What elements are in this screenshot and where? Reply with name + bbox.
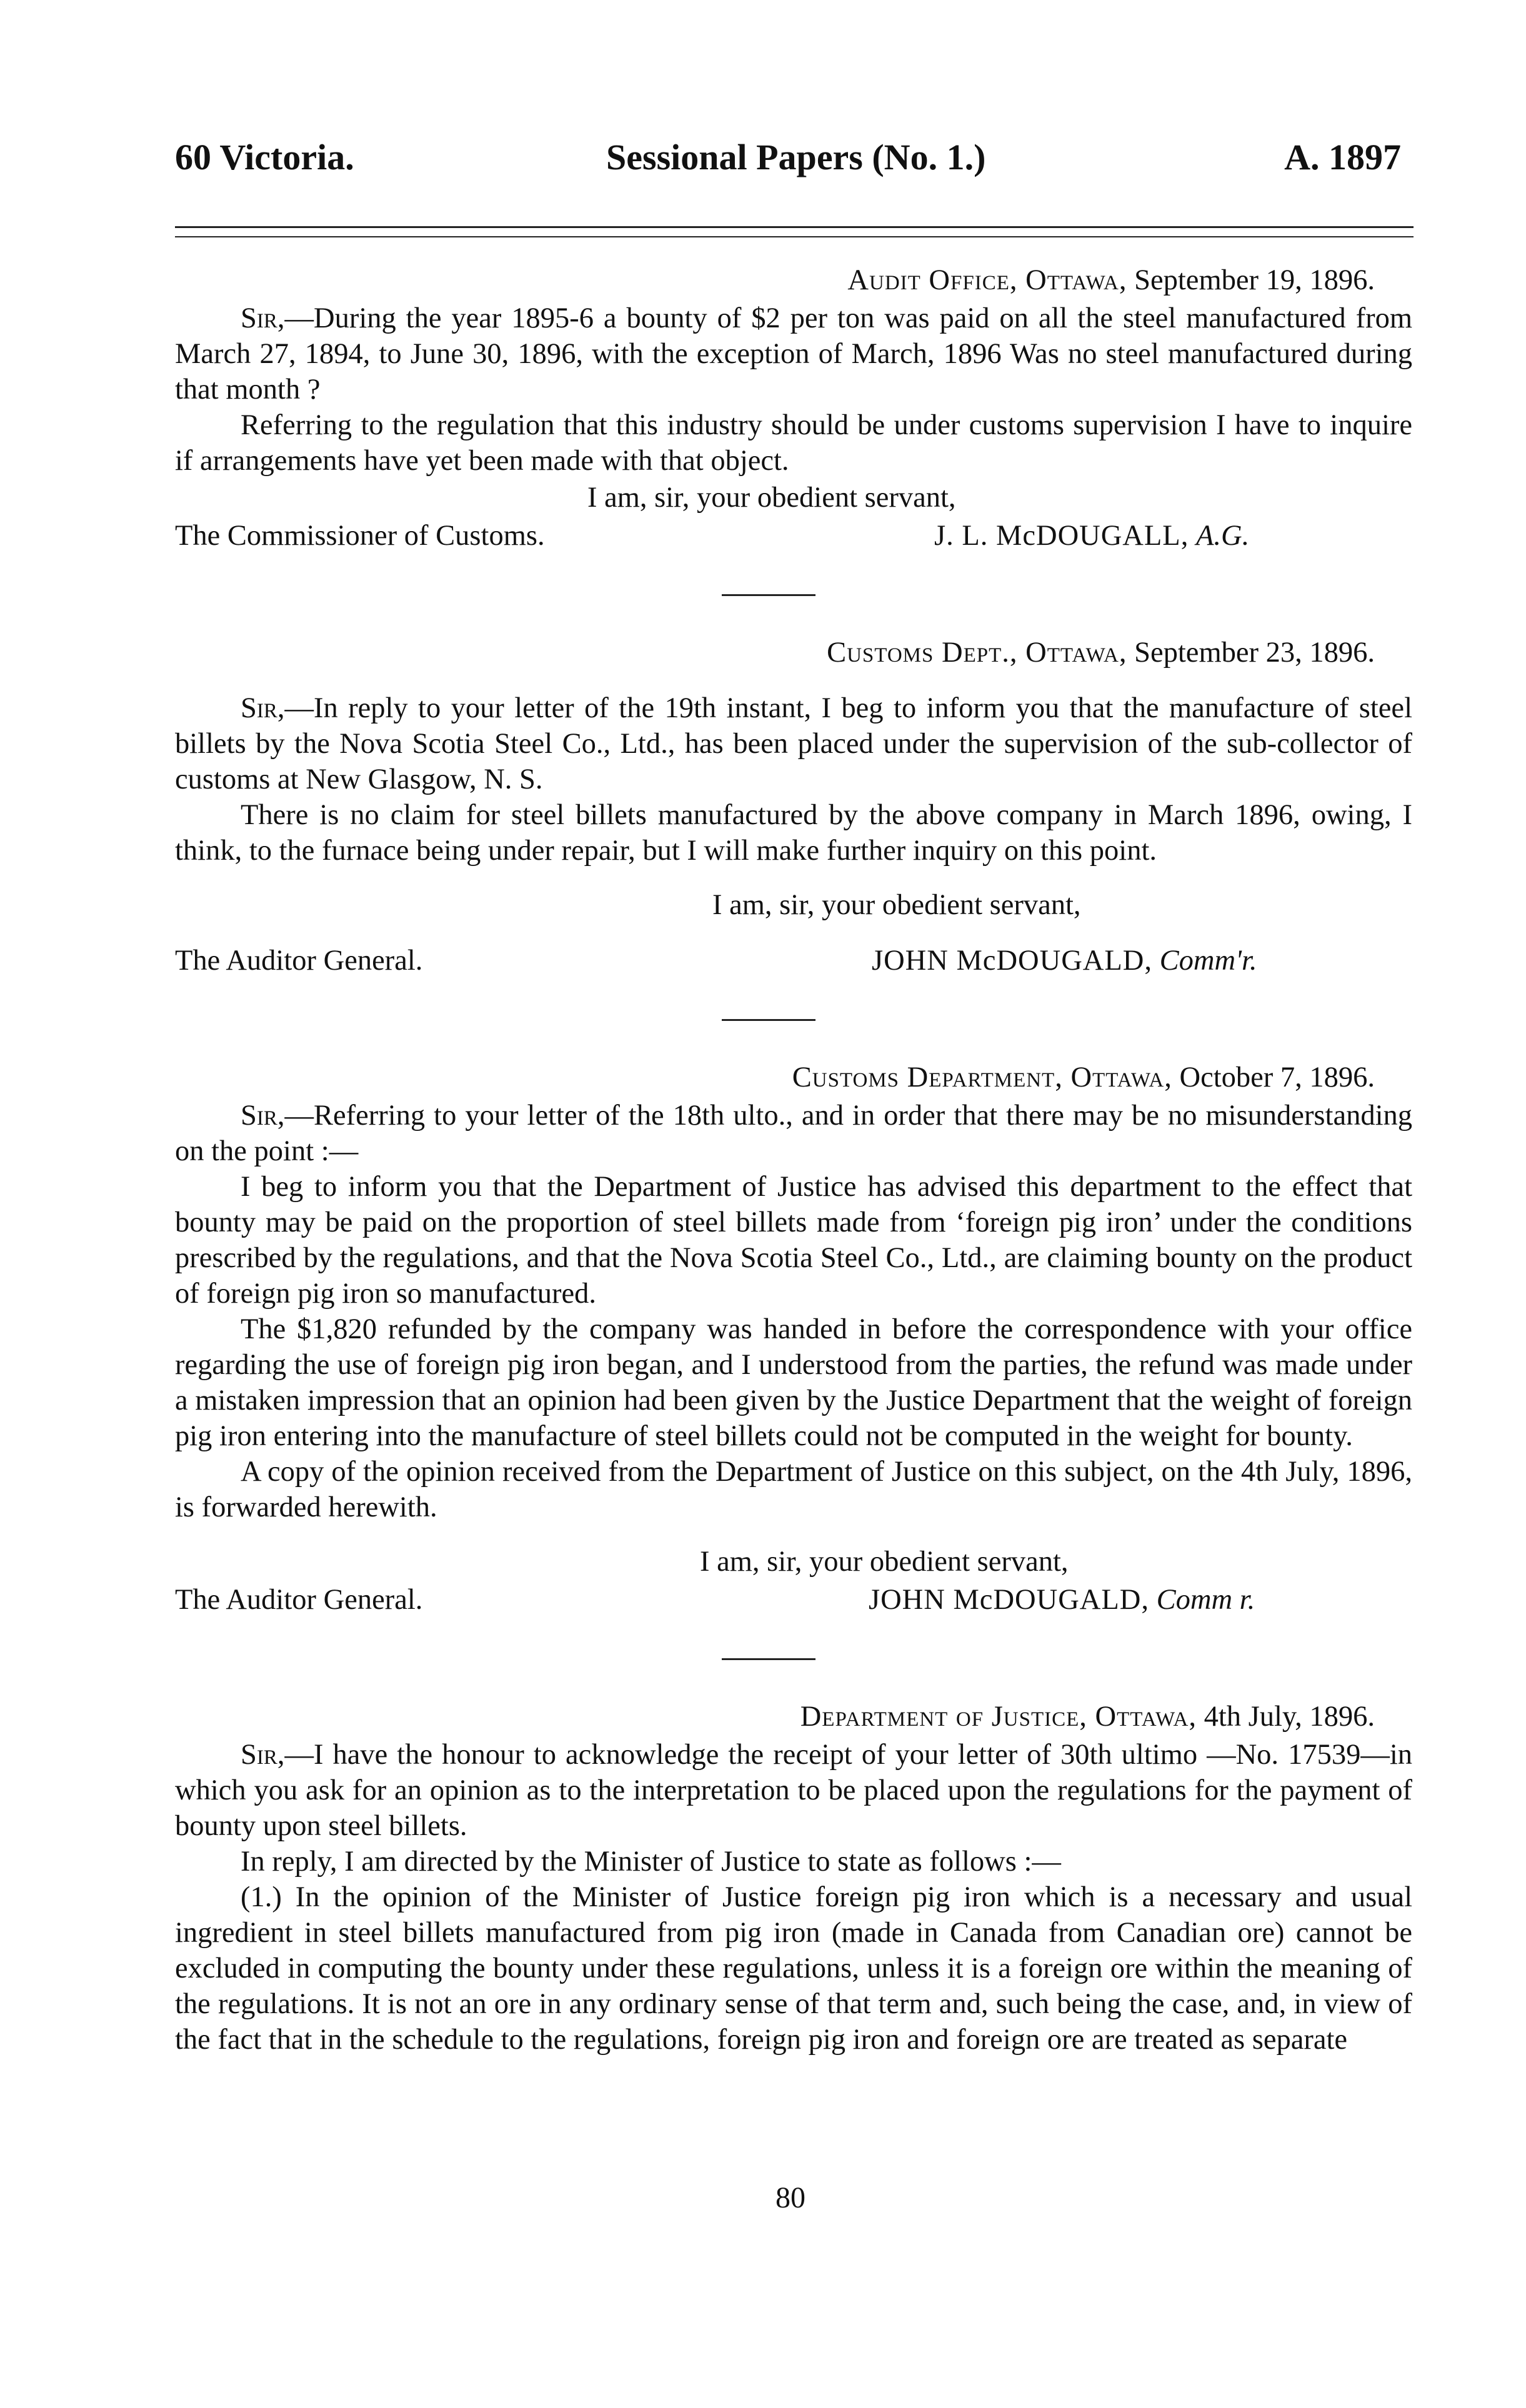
letter-office: Customs Department, Ottawa, bbox=[792, 1062, 1172, 1093]
letter-office: Audit Office, Ottawa, bbox=[847, 264, 1127, 296]
signature-title: A.G. bbox=[1195, 520, 1250, 552]
signature-row bbox=[175, 943, 1412, 980]
signature-row bbox=[175, 518, 1412, 555]
header-right: A. 1897 bbox=[1284, 137, 1401, 177]
letter-closing: I am, sir, your obedient servant, bbox=[712, 889, 1081, 921]
letter-dateline bbox=[175, 1060, 1412, 1095]
page-number: 80 bbox=[775, 2181, 805, 2214]
letter-paragraph: (1.) In the opinion of the Minister of Justice foreign pig iron which is a necessary and usual ingredient in steel billets manufactured from pig iron (made in Canada from Canadian ore) cannot be excluded in computing the bounty under these regulations, unless it is a foreign ore within the meaning of the regulations. It is not an ore in any ordinary sense of that term and, such being the case, and, in view of the fact that in the schedule to the regulations, foreign pig iron and foreign ore are treated as separate bbox=[175, 1881, 1412, 2056]
letter-paragraph: I beg to inform you that the Department of Justice has advised this department to the effect that bounty may be paid on the proportion of steel billets made from ‘foreign pig iron’ under the conditions prescribed by the regulations, and that the Nova Scotia Steel Co., Ltd., are claiming bounty on the product of foreign pig iron so manufactured. bbox=[175, 1171, 1412, 1310]
signature-name: JOHN McDOUGALD, bbox=[872, 945, 1152, 977]
letter-paragraph bbox=[175, 1098, 1412, 1169]
letter-customs-dept bbox=[175, 635, 1412, 980]
signature-title: Comm'r. bbox=[1159, 945, 1257, 977]
letter-paragraph bbox=[175, 301, 1412, 407]
letter-closing: I am, sir, your obedient servant, bbox=[700, 1546, 1069, 1578]
letter-date: September 19, 1896. bbox=[1134, 264, 1375, 296]
letter-customs-department bbox=[175, 1060, 1412, 1619]
paragraph-text: —During the year 1895-6 a bounty of $2 per ton was paid on all the steel manufactured from March 27, 1894, to June 30, 1896, with the exception of March, 1896 Was no steel manufactured during that month ? bbox=[175, 302, 1412, 405]
page-header bbox=[175, 136, 1401, 192]
letter-paragraph: A copy of the opinion received from the Department of Justice on this subject, on the 4th July, 1896, is forwarded herewith. bbox=[175, 1456, 1412, 1523]
letter-paragraph: The $1,820 refunded by the company was handed in before the correspondence with your office regarding the use of foreign pig iron began, and I understood from the parties, the refund was made under a mistaken impression that an opinion had been given by the Justice Department that the weight of foreign pig iron entering into the manufacture of steel billets could not be computed in the weight for bounty. bbox=[175, 1313, 1412, 1452]
letter-department-of-justice bbox=[175, 1699, 1412, 2057]
signature-title: Comm r. bbox=[1156, 1584, 1255, 1616]
paragraph-text: —I have the honour to acknowledge the receipt of your letter of 30th ultimo —No. 17539—in which you ask for an opinion as to the interpretation to be placed upon the regulations for the payment of bounty upon steel billets. bbox=[175, 1739, 1412, 1842]
letter-date: October 7, 1896. bbox=[1179, 1062, 1375, 1093]
paragraph-text: —In reply to your letter of the 19th instant, I beg to inform you that the manufacture of steel billets by the Nova Scotia Steel Co., Ltd., has been placed under the supervision of the sub-collector of customs at New Glasgow, N. S. bbox=[175, 692, 1412, 795]
letter-date: 4th July, 1896. bbox=[1204, 1701, 1375, 1733]
letter-separator bbox=[722, 1019, 815, 1021]
letter-paragraph: Referring to the regulation that this industry should be under customs supervision I have to inquire if arrangements have yet been made with that object. bbox=[175, 409, 1412, 477]
header-center: Sessional Papers (No. 1.) bbox=[606, 137, 986, 177]
letter-office: Customs Dept., Ottawa, bbox=[827, 637, 1127, 669]
page-content bbox=[175, 262, 1412, 2057]
letter-dateline bbox=[175, 635, 1412, 670]
spacer bbox=[175, 1525, 1412, 1543]
letter-salutation: Sir, bbox=[241, 302, 285, 334]
signature-name: JOHN McDOUGALD, bbox=[869, 1584, 1149, 1616]
letter-office: Department of Justice, Ottawa, bbox=[800, 1701, 1197, 1733]
header-rule bbox=[175, 226, 1414, 228]
letter-dateline bbox=[175, 1699, 1412, 1734]
paragraph-text: —Referring to your letter of the 18th ulto., and in order that there may be no misunderstanding on the point :— bbox=[175, 1100, 1412, 1167]
letter-addressee: The Auditor General. bbox=[175, 1584, 423, 1616]
letter-salutation: Sir, bbox=[241, 692, 285, 724]
header-rule-thin bbox=[175, 236, 1414, 237]
letter-separator bbox=[722, 1658, 815, 1660]
spacer bbox=[175, 868, 1412, 886]
letter-paragraph: There is no claim for steel billets manufactured by the above company in March 1896, owing, I think, to the furnace being under repair, but I will make further inquiry on this point. bbox=[175, 799, 1412, 867]
spacer bbox=[175, 673, 1412, 690]
letter-signature bbox=[934, 518, 1249, 554]
letter-addressee: The Auditor General. bbox=[175, 945, 423, 977]
letter-salutation: Sir, bbox=[241, 1100, 285, 1132]
spacer bbox=[175, 923, 1412, 940]
letter-addressee: The Commissioner of Customs. bbox=[175, 520, 545, 552]
letter-paragraph bbox=[175, 690, 1412, 797]
letter-date: September 23, 1896. bbox=[1134, 637, 1375, 669]
letter-salutation: Sir, bbox=[241, 1739, 285, 1771]
letter-signature bbox=[872, 943, 1257, 978]
letter-signature bbox=[869, 1582, 1255, 1618]
signature-row bbox=[175, 1582, 1412, 1619]
letter-closing: I am, sir, your obedient servant, bbox=[587, 482, 956, 514]
header-left: 60 Victoria. bbox=[175, 137, 354, 177]
signature-name: J. L. McDOUGALL, bbox=[934, 520, 1189, 552]
letter-paragraph bbox=[175, 1737, 1412, 1844]
letter-paragraph: In reply, I am directed by the Minister of Justice to state as follows :— bbox=[241, 1846, 1061, 1878]
letter-audit-office bbox=[175, 262, 1412, 555]
letter-separator bbox=[722, 594, 815, 596]
letter-dateline bbox=[175, 262, 1412, 298]
